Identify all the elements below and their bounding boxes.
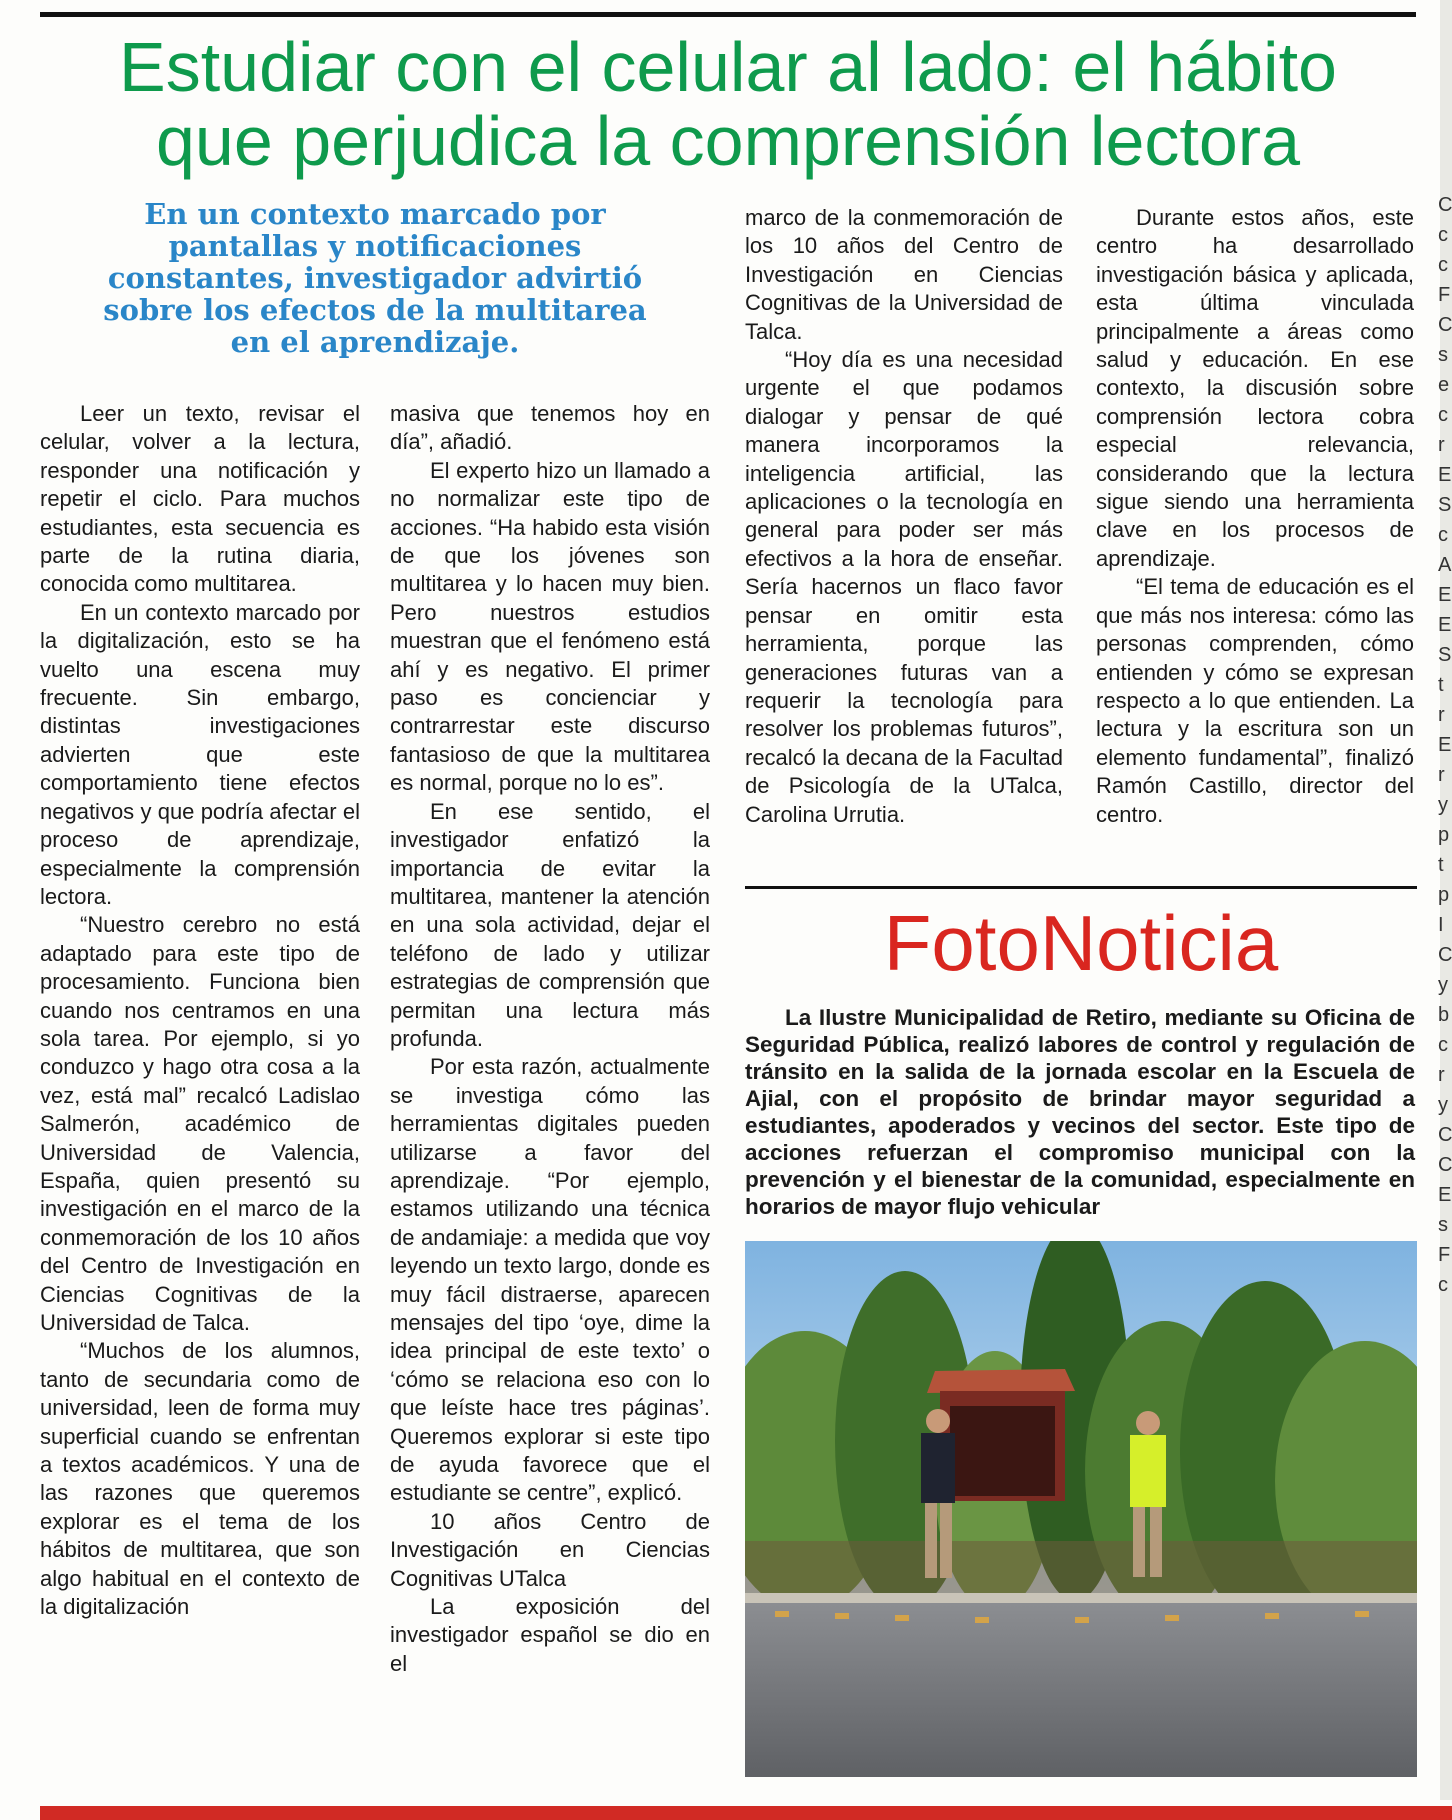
fotonoticia-photo	[745, 1241, 1417, 1777]
section-divider	[745, 886, 1417, 889]
paragraph: “Muchos de los alumnos, tanto de secundaria como de universidad, leen de forma muy superficial cuando se enfrentan a textos académicos. Y una de las razones que queremos explorar es el tema de los hábitos de multitarea, que son algo habitual en el contexto de la digitalización	[40, 1338, 360, 1620]
deck-line-3: constantes, investigador advirtió	[107, 261, 643, 295]
article-column-1	[40, 400, 360, 1621]
paragraph: Leer un texto, revisar el celular, volver a la lectura, responder una notificación y repetir el ciclo. Para muchos estudiantes, esta secuencia es parte de la rutina diaria, conocida como multitarea.	[40, 401, 360, 597]
deck-line-2: pantallas y notificaciones	[168, 229, 582, 263]
headline-line-2: que perjudica la comprensión lectora	[156, 102, 1300, 180]
subheading: 10 años Centro de Investigación en Ciencias Cognitivas UTalca	[390, 1508, 710, 1591]
paragraph: masiva que tenemos hoy en día”, añadió.	[390, 401, 710, 455]
paragraph: En ese sentido, el investigador enfatizó la importancia de evitar la multitarea, mantener la atención en una sola actividad, dejar el teléfono de lado y utilizar estrategias de comprensión que permitan una lectura más profunda.	[390, 798, 710, 1051]
road	[745, 1601, 1417, 1777]
headline-line-1: Estudiar con el celular al lado: el hábito	[119, 28, 1337, 106]
paragraph: Por esta razón, actualmente se investiga cómo las herramientas digitales pueden utilizarse a favor del aprendizaje. “Por ejemplo, estamos utilizando una técnica de andamiaje: a medida que voy leyendo un texto largo, donde es muy fácil distraerse, aparecen mensajes del tipo ‘oye, dime la idea principal de este texto’ o ‘cómo se relaciona eso con lo que leíste hace tres páginas’. Queremos explorar si este tipo de ayuda favorece que el estudiante se centre”, explicó.	[390, 1054, 710, 1506]
footer-band	[40, 1806, 1452, 1820]
paragraph: Durante estos años, este centro ha desarrollado investigación básica y aplicada, esta última vinculada principalmente a áreas como salud y educación. En ese contexto, la discusión sobre comprensión lectora cobra especial relevancia, considerando que la lectura sigue siendo una herramienta clave en los procesos de aprendizaje.	[1096, 205, 1414, 571]
fotonoticia-title: FotoNoticia	[883, 899, 1279, 987]
deck-line-4: sobre los efectos de la multitarea	[103, 293, 647, 327]
article-column-3	[745, 204, 1063, 829]
deck-line-5: en el aprendizaje.	[230, 325, 520, 359]
article-headline	[40, 30, 1416, 178]
paragraph: marco de la conmemoración de los 10 años del Centro de Investigación en Ciencias Cognitivas de la Universidad de Talca.	[745, 205, 1063, 344]
paragraph: “Hoy día es una necesidad urgente el que podamos dialogar y pensar de qué manera incorporamos la inteligencia artificial, las aplicaciones o la tecnología en general para poder ser más efectivos a la hora de enseñar. Sería hacernos un flaco favor pensar en omitir esta herramienta, porque las generaciones futuras van a requerir la tecnología para resolver los problemas futuros”, recalcó la decana de la Facultad de Psicología de la UTalca, Carolina Urrutia.	[745, 347, 1063, 827]
paragraph: El experto hizo un llamado a no normalizar este tipo de acciones. “Ha habido esta visión de que los jóvenes son multitarea y lo hacen muy bien. Pero nuestros estudios muestran que el fenómeno está ahí y es negativo. El primer paso es concienciar y contrarrestar este discurso fantasioso de que la multitarea es normal, porque no lo es”.	[390, 457, 710, 796]
article-column-4	[1096, 204, 1414, 829]
top-rule	[40, 12, 1416, 17]
article-column-2	[390, 400, 710, 1678]
article-deck	[40, 198, 710, 358]
paragraph: “Nuestro cerebro no está adaptado para este tipo de procesamiento. Funciona bien cuando nos centramos en una sola tarea. Por ejemplo, si yo conduzco y hago otra cosa a la vez, está mal” recalcó Ladislao Salmerón, académico de Universidad de Valencia, España, quien presentó su investigación en el marco de la conmemoración de los 10 años del Centro de Investigación en Ciencias Cognitivas de la Universidad de Talca.	[40, 912, 360, 1335]
deck-line-1: En un contexto marcado por	[144, 197, 606, 231]
paragraph: La exposición del investigador español se dio en el	[390, 1594, 710, 1676]
fotonoticia-caption: La Ilustre Municipalidad de Retiro, mediante su Oficina de Seguridad Pública, realizó labores de control y regulación de tránsito en la salida de la jornada escolar en la Escuela de Ajial, con el propósito de brindar mayor seguridad a estudiantes, apoderados y vecinos del sector. Este tipo de acciones refuerzan el compromiso municipal con la prevención y el bienestar de la comunidad, especialmente en horarios de mayor flujo vehicular	[745, 1005, 1415, 1219]
paragraph: “El tema de educación es el que más nos interesa: cómo las personas comprenden, cómo entienden y cómo se expresan respecto a lo que entienden. La lectura y la escritura son un elemento fundamental”, finalizó Ramón Castillo, director del centro.	[1096, 574, 1414, 827]
paragraph: En un contexto marcado por la digitalización, esto se ha vuelto una escena muy frecuente. Sin embargo, distintas investigaciones advierten que este comportamiento tiene efectos negativos y que podría afectar el proceso de aprendizaje, especialmente la comprensión lectora.	[40, 599, 360, 909]
adjacent-column-fragment: C c c F C s e c r E S c A E E S t r E r y p t p I C y b c r y C C E s F c	[1438, 194, 1452, 1296]
curb	[745, 1593, 1417, 1603]
